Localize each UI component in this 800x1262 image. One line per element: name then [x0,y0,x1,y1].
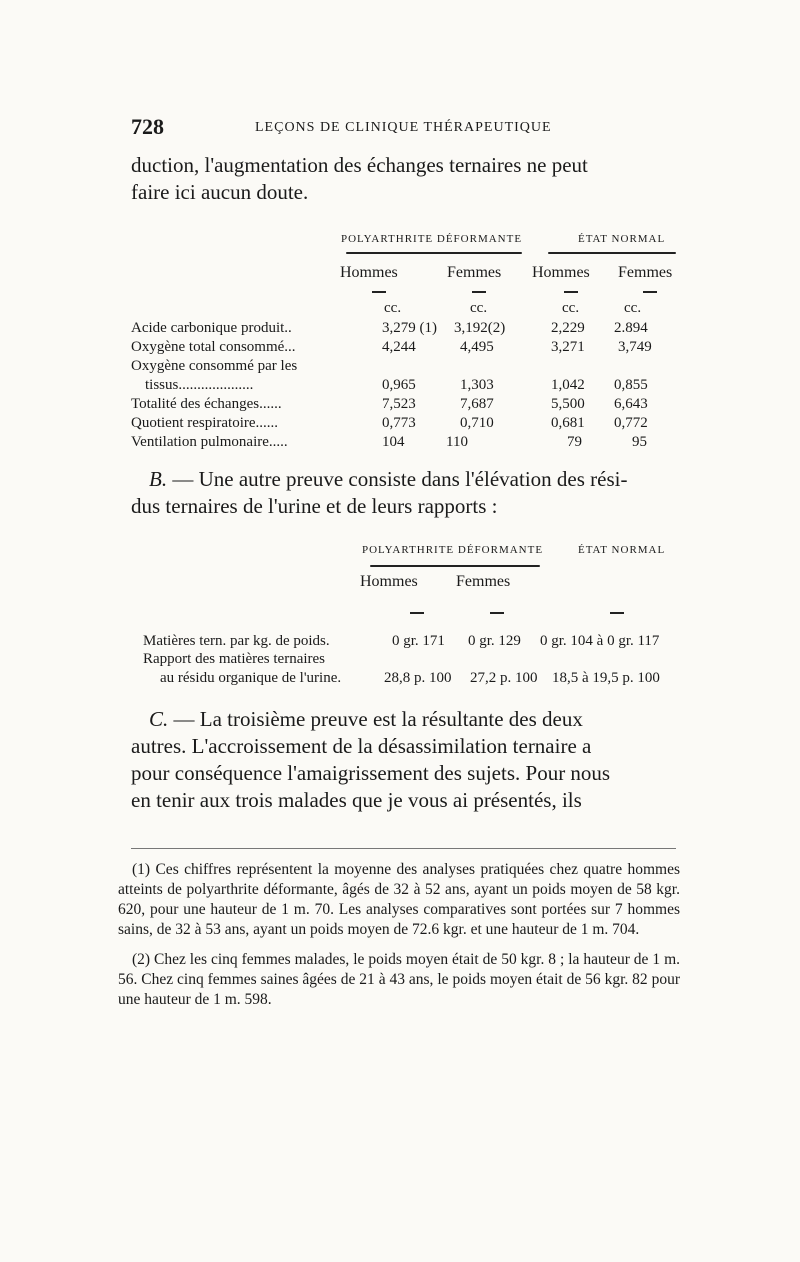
section-letter: B. [149,467,168,491]
row-label: Oxygène total consommé... [131,339,296,355]
table-cell: 27,2 p. 100 [470,670,538,686]
group-brace [548,252,676,254]
footnotes [118,860,680,1010]
column-header: Hommes [532,264,590,281]
text-span: — La troisième preuve est la résultante des deux [168,707,583,731]
row-label: au résidu organique de l'urine. [160,670,342,686]
group-header-polyarthritis: POLYARTHRITE DÉFORMANTE [362,544,544,556]
table-cell: 2,229 [551,320,585,336]
row-label: Rapport des matières ternaires [143,651,326,667]
table-cell: 0,855 [614,377,648,393]
table-cell: 0 gr. 171 [392,633,445,649]
unit-label: cc. [470,300,488,316]
row-label: Ventilation pulmonaire..... [131,434,288,450]
text-span: — Une autre preuve consiste dans l'élévation des rési- [167,467,628,491]
row-label: tissus.................... [145,377,254,393]
page-number: 728 [131,114,164,139]
column-dash [610,612,624,614]
text-line: faire ici aucun doute. [131,180,309,204]
paragraph-c [131,706,677,814]
text-line [131,466,677,493]
column-header: Hommes [340,264,398,281]
text-line: autres. L'accroissement de la désassimilation ternaire a [131,734,592,758]
table-cell: 0 gr. 129 [468,633,521,649]
table-cell: 0,965 [382,377,416,393]
table-cell: 1,303 [460,377,494,393]
column-dash [490,612,504,614]
column-dash [564,291,578,293]
column-dash [410,612,424,614]
row-label: Oxygène consommé par les [131,358,298,374]
table-cell: 0,681 [551,415,585,431]
footnote-rule [131,848,676,849]
table-cell: 0,772 [614,415,648,431]
table-cell: 0,710 [460,415,494,431]
column-dash [643,291,657,293]
table-cell: 6,643 [614,396,648,412]
table-cell: 4,495 [460,339,494,355]
unit-label: cc. [384,300,402,316]
footnote-2: (2) Chez les cinq femmes malades, le poids moyen était de 50 kgr. 8 ; la hauteur de 1 m. 56. Chez cinq femmes saines âgées de 21 à 43 ans, le poids moyen était de 56 kgr. 82 pour une hauteur de 1 m. 598. [118,951,680,1008]
table-cell: 3,271 [551,339,585,355]
column-header: Hommes [360,573,418,590]
row-label: Quotient respiratoire...... [131,415,279,431]
row-label: Acide carbonique produit.. [131,320,292,336]
row-label: Matières tern. par kg. de poids. [143,633,330,649]
column-dash [472,291,486,293]
section-letter: C. [149,707,169,731]
table-cell: 18,5 à 19,5 p. 100 [552,670,660,686]
table-cell: 110 [446,434,468,450]
column-header: Femmes [447,264,502,281]
text-line: pour conséquence l'amaigrissement des sujets. Pour nous [131,761,611,785]
unit-label: cc. [624,300,642,316]
group-header-normal: ÉTAT NORMAL [578,544,666,556]
page-header [131,114,671,140]
column-header: Femmes [456,573,511,590]
row-label: Totalité des échanges...... [131,396,282,412]
table-cell: 7,687 [460,396,494,412]
paragraph-b [131,466,677,520]
table-cell: 5,500 [551,396,585,412]
group-header-polyarthritis: POLYARTHRITE DÉFORMANTE [341,233,523,245]
table-cell: 3,749 [618,339,652,355]
text-line: duction, l'augmentation des échanges ternaires ne peut [131,153,588,177]
group-brace [346,252,522,254]
table-cell: 104 [382,434,405,450]
table-cell: 79 [567,434,582,450]
table-cell: 3,192(2) [454,320,506,336]
group-header-normal: ÉTAT NORMAL [578,233,666,245]
table-cell: 0,773 [382,415,416,431]
table-cell: 2.894 [614,320,648,336]
table-cell: 0 gr. 104 à 0 gr. 117 [540,633,660,649]
text-line [131,706,677,733]
table-cell: 1,042 [551,377,585,393]
table-cell: 95 [632,434,647,450]
column-dash [372,291,386,293]
table-cell: 4,244 [382,339,416,355]
table-cell: 3,279 (1) [382,320,437,336]
column-header: Femmes [618,264,673,281]
table-cell: 7,523 [382,396,416,412]
unit-label: cc. [562,300,580,316]
text-line: dus ternaires de l'urine et de leurs rapports : [131,494,498,518]
table-cell: 28,8 p. 100 [384,670,452,686]
footnote-1: (1) Ces chiffres représentent la moyenne des analyses pratiquées chez quatre hommes atteints de polyarthrite déformante, âgés de 32 à 52 ans, ayant un poids moyen de 58 kgr. 620, pour une hauteur de 1 m. 70. Les analyses comparatives sont portées sur 7 hommes sains, de 32 à 53 ans, ayant un poids moyen de 72.6 kgr. et une hauteur de 1 m. 704. [118,861,680,938]
text-line: en tenir aux trois malades que je vous ai présentés, ils [131,788,582,812]
group-brace [370,565,540,567]
intro-paragraph [131,152,677,206]
running-title: LEÇONS DE CLINIQUE THÉRAPEUTIQUE [255,120,552,135]
